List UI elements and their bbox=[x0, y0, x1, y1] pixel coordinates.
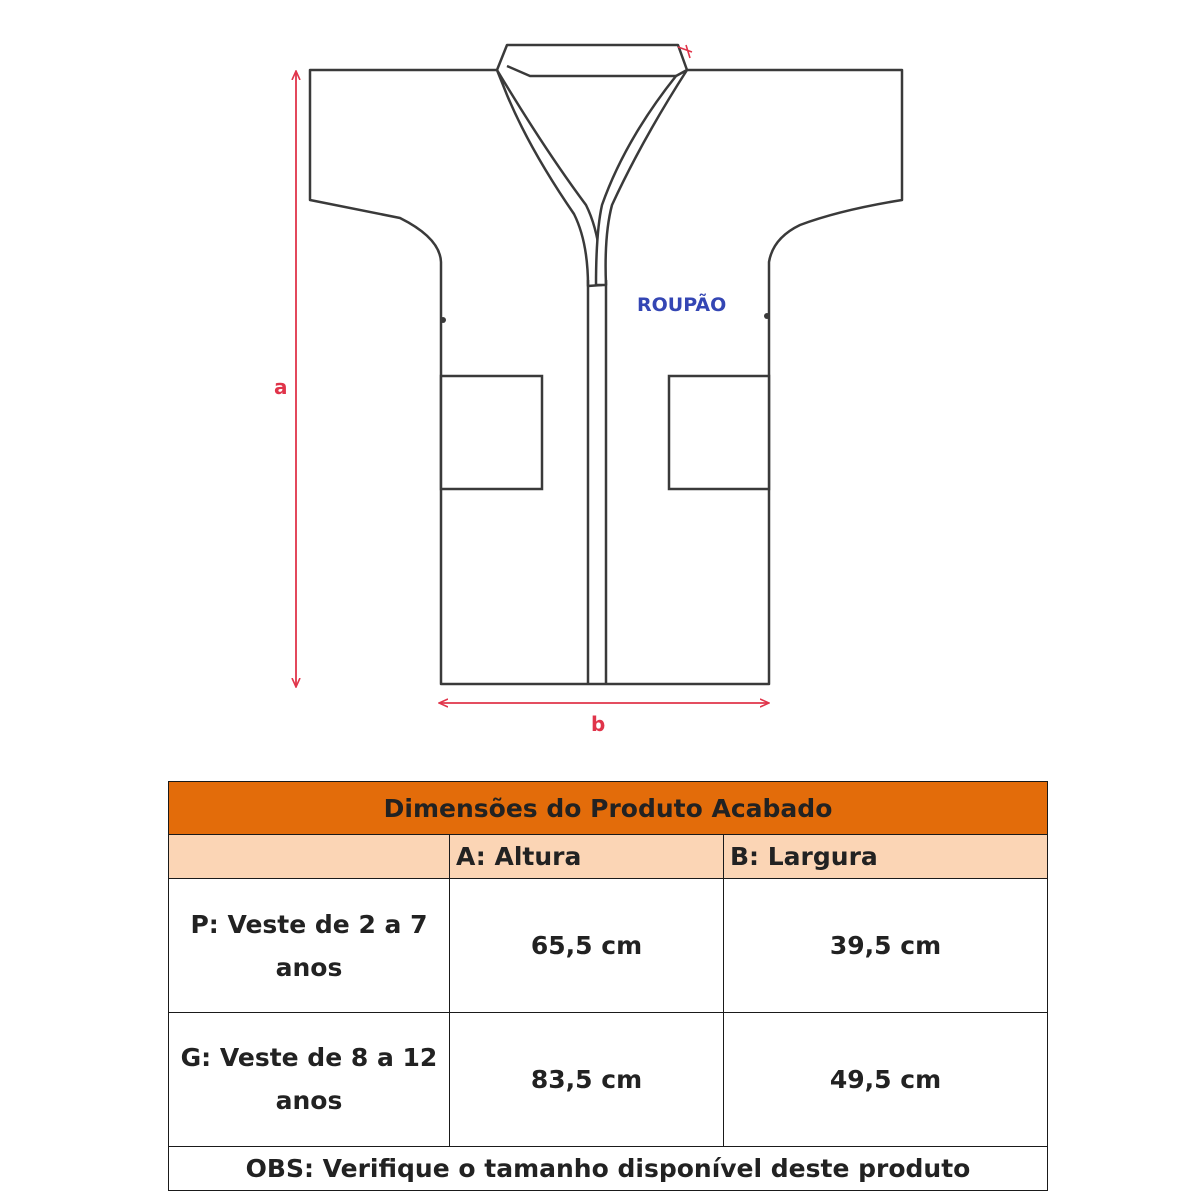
table-title-row bbox=[169, 782, 1048, 835]
header-empty bbox=[169, 835, 450, 879]
table-row bbox=[169, 879, 1048, 1013]
header-width: B: Largura bbox=[724, 835, 1048, 879]
robe-collar bbox=[497, 45, 687, 76]
brand-label: ROUPÃO bbox=[637, 294, 727, 316]
dimension-b-label: b bbox=[591, 712, 606, 736]
table-title: Dimensões do Produto Acabado bbox=[169, 782, 1048, 835]
pocket-right bbox=[669, 376, 769, 489]
height-value: 83,5 cm bbox=[450, 1013, 724, 1147]
table-row bbox=[169, 1013, 1048, 1147]
table-header-row bbox=[169, 835, 1048, 879]
size-label: P: Veste de 2 a 7 anos bbox=[169, 879, 450, 1013]
belt-loop-left bbox=[440, 317, 446, 323]
dimension-a-label: a bbox=[274, 375, 288, 399]
width-value: 39,5 cm bbox=[724, 879, 1048, 1013]
header-height: A: Altura bbox=[450, 835, 724, 879]
height-value: 65,5 cm bbox=[450, 879, 724, 1013]
size-label: G: Veste de 8 a 12 anos bbox=[169, 1013, 450, 1147]
pocket-left bbox=[441, 376, 542, 489]
width-value: 49,5 cm bbox=[724, 1013, 1048, 1147]
table-note-row bbox=[169, 1146, 1048, 1190]
size-table bbox=[168, 781, 1048, 1191]
table-note: OBS: Verifique o tamanho disponível deste produto bbox=[169, 1146, 1048, 1190]
belt-loop-right bbox=[764, 313, 770, 319]
